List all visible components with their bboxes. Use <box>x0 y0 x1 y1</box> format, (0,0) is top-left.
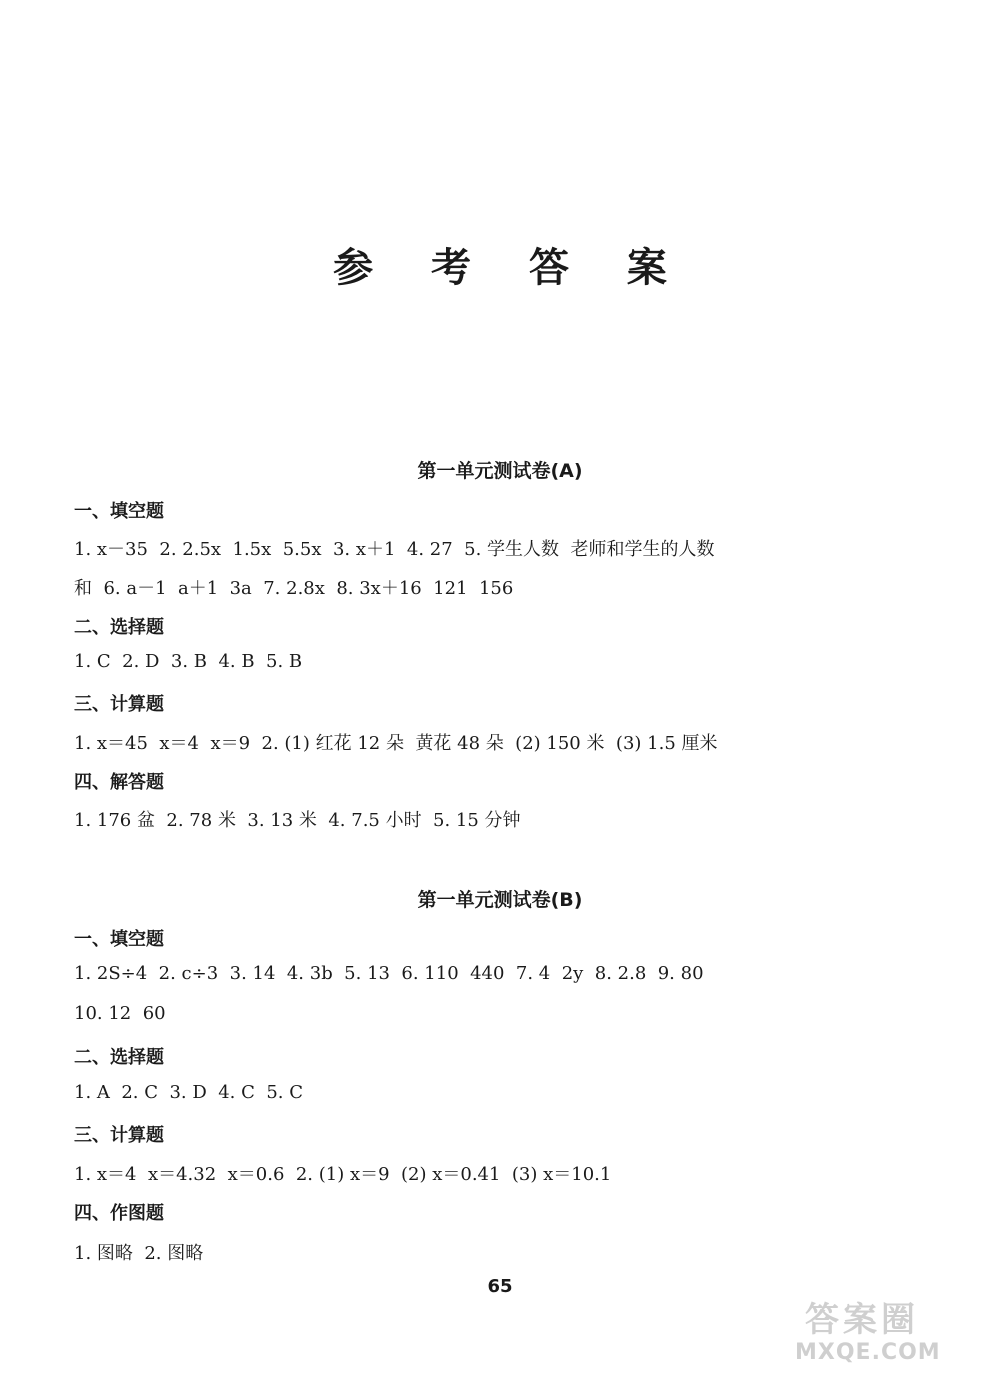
answer-line: 10. 12 60 <box>74 1003 166 1024</box>
heading-calc-b: 三、计算题 <box>74 1125 164 1146</box>
heading-draw-b: 四、作图题 <box>74 1203 164 1224</box>
page-number: 65 <box>487 1276 513 1297</box>
heading-fill-blank-b: 一、填空题 <box>74 929 164 950</box>
heading-choice-a: 二、选择题 <box>74 617 164 638</box>
watermark-logo <box>795 1292 985 1372</box>
answer-line: 1. A 2. C 3. D 4. C 5. C <box>74 1082 303 1103</box>
heading-choice-b: 二、选择题 <box>74 1047 164 1068</box>
answer-line: 1. 2S÷4 2. c÷3 3. 14 4. 3b 5. 13 6. 110 440 7. 4 2y 8. 2.8 9. 80 <box>74 963 704 984</box>
section-title-a: 第一单元测试卷(A) <box>417 460 583 482</box>
answer-line: 1. 图略 2. 图略 <box>74 1243 204 1264</box>
heading-calc-a: 三、计算题 <box>74 694 164 715</box>
heading-fill-blank-a: 一、填空题 <box>74 501 164 522</box>
answer-line: 1. 176 盆 2. 78 米 3. 13 米 4. 7.5 小时 5. 15 分钟 <box>74 810 521 831</box>
answer-line: 和 6. a－1 a＋1 3a 7. 2.8x 8. 3x＋16 121 156 <box>74 578 514 599</box>
watermark-url: MXQE.COM <box>795 1340 941 1365</box>
answer-line: 1. x＝45 x＝4 x＝9 2. (1) 红花 12 朵 黄花 48 朵 (2) 150 米 (3) 1.5 厘米 <box>74 733 718 754</box>
answer-line: 1. x＝4 x＝4.32 x＝0.6 2. (1) x＝9 (2) x＝0.41 (3) x＝10.1 <box>74 1164 612 1185</box>
answer-line: 1. x－35 2. 2.5x 1.5x 5.5x 3. x＋1 4. 27 5. 学生人数 老师和学生的人数 <box>74 539 715 560</box>
answer-line: 1. C 2. D 3. B 4. B 5. B <box>74 651 303 672</box>
section-title-b: 第一单元测试卷(B) <box>417 889 583 911</box>
watermark-text: 答案圈 <box>805 1300 919 1340</box>
heading-solve-a: 四、解答题 <box>74 772 164 793</box>
page-title: 参 考 答 案 <box>333 245 689 291</box>
